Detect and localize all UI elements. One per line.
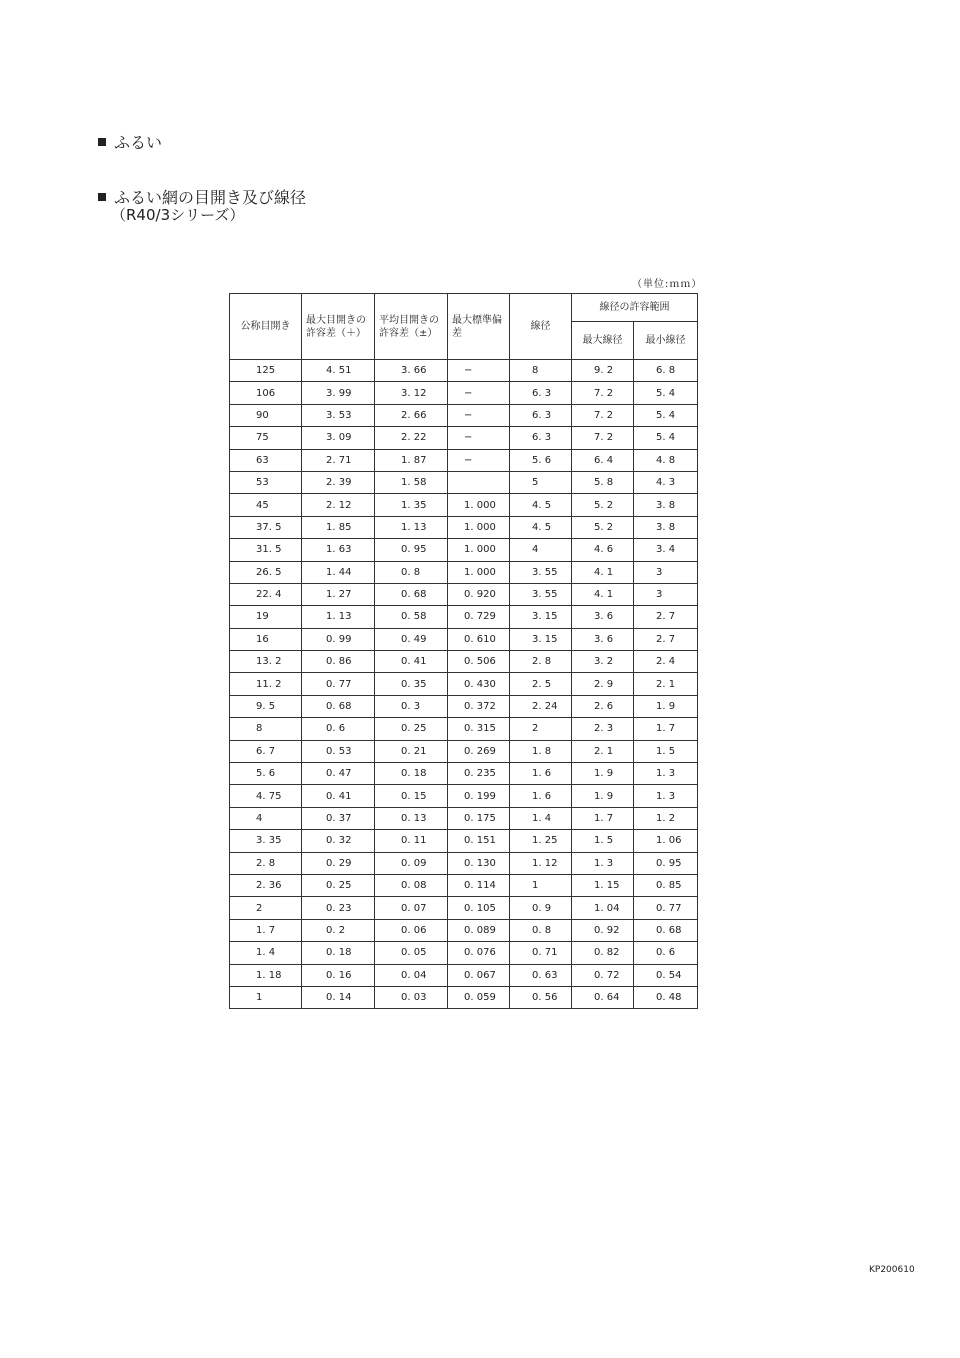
header-max-std-deviation: 最大標準偏差 [448, 294, 510, 360]
table-cell: 5. 4 [634, 404, 698, 426]
table-cell: 1. 9 [572, 763, 634, 785]
table-cell: 0. 92 [572, 919, 634, 941]
table-cell: 8 [230, 718, 302, 740]
table-cell: 0. 076 [448, 942, 510, 964]
table-cell: − [448, 449, 510, 471]
table-cell: 0. 23 [302, 897, 375, 919]
square-bullet-icon [98, 193, 106, 201]
table-cell: 19 [230, 606, 302, 628]
table-row [230, 449, 698, 471]
table-cell: 1. 000 [448, 561, 510, 583]
table-cell: 2. 36 [230, 874, 302, 896]
table-cell: 3. 99 [302, 382, 375, 404]
table-cell: 6. 8 [634, 360, 698, 382]
table-cell: 1. 8 [510, 740, 572, 762]
table-cell: 0. 2 [302, 919, 375, 941]
table-cell: 7. 2 [572, 382, 634, 404]
table-cell: 0. 54 [634, 964, 698, 986]
table-row [230, 539, 698, 561]
table-cell: 125 [230, 360, 302, 382]
table-row [230, 695, 698, 717]
table-cell: 0. 95 [375, 539, 448, 561]
table-cell: 0. 18 [375, 763, 448, 785]
table-cell: 106 [230, 382, 302, 404]
table-cell: 2. 7 [634, 628, 698, 650]
table-cell: 2. 1 [634, 673, 698, 695]
table-cell: 0. 53 [302, 740, 375, 762]
table-cell: 1. 06 [634, 830, 698, 852]
table-cell: 0. 059 [448, 986, 510, 1008]
table-cell: 0. 9 [510, 897, 572, 919]
table-cell: 2. 4 [634, 651, 698, 673]
table-row [230, 986, 698, 1008]
table-cell: 1. 5 [572, 830, 634, 852]
table-cell: 16 [230, 628, 302, 650]
table-cell: 4. 1 [572, 583, 634, 605]
table-cell: 1. 7 [572, 807, 634, 829]
table-cell: 0. 25 [302, 874, 375, 896]
table-cell: 4. 5 [510, 494, 572, 516]
table-body [230, 360, 698, 1009]
table-cell: 1. 6 [510, 763, 572, 785]
table-cell: 4. 3 [634, 471, 698, 493]
table-cell: 0. 71 [510, 942, 572, 964]
table-cell: 1. 35 [375, 494, 448, 516]
table-cell: 3. 8 [634, 516, 698, 538]
table-cell: 0. 72 [572, 964, 634, 986]
table-cell: 0. 86 [302, 651, 375, 673]
table-cell: 6. 3 [510, 382, 572, 404]
table-cell: 3. 8 [634, 494, 698, 516]
table-cell: 0. 21 [375, 740, 448, 762]
table-cell: 1. 87 [375, 449, 448, 471]
table-cell: 2. 7 [634, 606, 698, 628]
table-cell: 0. 6 [302, 718, 375, 740]
table-cell: 0. 05 [375, 942, 448, 964]
table-cell: 2. 8 [510, 651, 572, 673]
table-cell: 3 [634, 583, 698, 605]
table-cell: 1. 44 [302, 561, 375, 583]
table-cell: 1. 27 [302, 583, 375, 605]
table-cell: 2. 6 [572, 695, 634, 717]
table-cell: 4. 8 [634, 449, 698, 471]
table-cell: 1. 5 [634, 740, 698, 762]
table-cell: 0. 56 [510, 986, 572, 1008]
table-cell: 0. 47 [302, 763, 375, 785]
table-cell: 0. 235 [448, 763, 510, 785]
table-cell: 6. 7 [230, 740, 302, 762]
table-cell: 0. 35 [375, 673, 448, 695]
table-cell: 1. 15 [572, 874, 634, 896]
table-cell: 1. 2 [634, 807, 698, 829]
table-cell: 0. 18 [302, 942, 375, 964]
table-cell: 4. 6 [572, 539, 634, 561]
table-cell: 3. 6 [572, 628, 634, 650]
table-cell: 0. 95 [634, 852, 698, 874]
table-cell: 5. 2 [572, 516, 634, 538]
table-cell: 0. 430 [448, 673, 510, 695]
table-cell: 2. 66 [375, 404, 448, 426]
table-cell: 9. 5 [230, 695, 302, 717]
table-row [230, 763, 698, 785]
table-cell: 13. 2 [230, 651, 302, 673]
table-cell: 0. 067 [448, 964, 510, 986]
table-cell: 0. 77 [302, 673, 375, 695]
table-cell: 0. 64 [572, 986, 634, 1008]
table-cell: 0. 49 [375, 628, 448, 650]
table-row [230, 606, 698, 628]
table-cell: 0. 41 [302, 785, 375, 807]
table-row [230, 673, 698, 695]
table-cell: 0. 506 [448, 651, 510, 673]
table-cell: 90 [230, 404, 302, 426]
table-cell: 0. 315 [448, 718, 510, 740]
table-row [230, 382, 698, 404]
table-cell: 3. 53 [302, 404, 375, 426]
square-bullet-icon [98, 138, 106, 146]
table-cell: 2. 3 [572, 718, 634, 740]
table-cell: 2. 9 [572, 673, 634, 695]
table-cell: 1. 3 [634, 763, 698, 785]
table-cell: 0. 15 [375, 785, 448, 807]
table-row [230, 360, 698, 382]
table-cell: 31. 5 [230, 539, 302, 561]
table-cell: 1. 7 [634, 718, 698, 740]
table-cell: − [448, 404, 510, 426]
table-cell: 2. 22 [375, 427, 448, 449]
table-cell: 3. 66 [375, 360, 448, 382]
table-cell: 1. 4 [230, 942, 302, 964]
table-cell: 1. 4 [510, 807, 572, 829]
table-cell: 0. 3 [375, 695, 448, 717]
table-cell: 1. 000 [448, 516, 510, 538]
table-row [230, 718, 698, 740]
table-cell: 4 [230, 807, 302, 829]
table-cell: 0. 920 [448, 583, 510, 605]
table-cell [448, 471, 510, 493]
table-row [230, 919, 698, 941]
table-cell: 0. 130 [448, 852, 510, 874]
table-cell: 3. 15 [510, 606, 572, 628]
table-cell: 0. 114 [448, 874, 510, 896]
table-cell: 5. 2 [572, 494, 634, 516]
table-cell: 5. 4 [634, 427, 698, 449]
table-cell: 5. 8 [572, 471, 634, 493]
table-cell: 0. 089 [448, 919, 510, 941]
table-cell: − [448, 360, 510, 382]
table-cell: 3. 6 [572, 606, 634, 628]
table-cell: 0. 13 [375, 807, 448, 829]
table-cell: 4. 51 [302, 360, 375, 382]
table-cell: 1. 25 [510, 830, 572, 852]
header-nominal-opening: 公称目開き [230, 294, 302, 360]
table-cell: 7. 2 [572, 427, 634, 449]
table-cell: 22. 4 [230, 583, 302, 605]
table-cell: 0. 77 [634, 897, 698, 919]
table-cell: 1. 9 [572, 785, 634, 807]
table-row [230, 494, 698, 516]
table-cell: 3. 55 [510, 583, 572, 605]
table-cell: 0. 11 [375, 830, 448, 852]
table-cell: 0. 09 [375, 852, 448, 874]
table-cell: 2. 1 [572, 740, 634, 762]
table-row [230, 785, 698, 807]
header-max-wire: 最大線径 [572, 322, 634, 360]
table-cell: 0. 82 [572, 942, 634, 964]
table-row [230, 897, 698, 919]
table-cell: 1 [510, 874, 572, 896]
table-cell: 4 [510, 539, 572, 561]
table-cell: 2. 12 [302, 494, 375, 516]
table-cell: 0. 269 [448, 740, 510, 762]
table-cell: 4. 1 [572, 561, 634, 583]
table-cell: 1. 63 [302, 539, 375, 561]
table-row [230, 427, 698, 449]
table-cell: 5 [510, 471, 572, 493]
header-wire-tolerance-range: 線径の許容範囲 [572, 294, 698, 322]
table-row [230, 740, 698, 762]
table-cell: 0. 8 [510, 919, 572, 941]
table-cell: 0. 68 [375, 583, 448, 605]
table-cell: 11. 2 [230, 673, 302, 695]
table-cell: 3. 4 [634, 539, 698, 561]
table-cell: 1. 58 [375, 471, 448, 493]
table-cell: 0. 729 [448, 606, 510, 628]
table-cell: 0. 16 [302, 964, 375, 986]
table-cell: 0. 41 [375, 651, 448, 673]
table-cell: 1. 9 [634, 695, 698, 717]
table-cell: 0. 48 [634, 986, 698, 1008]
table-cell: 1. 3 [634, 785, 698, 807]
table-cell: 0. 63 [510, 964, 572, 986]
table-cell: 0. 58 [375, 606, 448, 628]
table-cell: 75 [230, 427, 302, 449]
table-row [230, 874, 698, 896]
table-cell: 1. 18 [230, 964, 302, 986]
section-heading-sieve [98, 130, 162, 153]
table-cell: 0. 68 [634, 919, 698, 941]
unit-label: （単位:ｍｍ） [632, 279, 703, 290]
table-cell: 1. 7 [230, 919, 302, 941]
table-cell: 3. 2 [572, 651, 634, 673]
table-cell: 6. 4 [572, 449, 634, 471]
table-cell: 6. 3 [510, 427, 572, 449]
table-cell: 3 [634, 561, 698, 583]
table-cell: 5. 6 [230, 763, 302, 785]
table-cell: 0. 85 [634, 874, 698, 896]
table-cell: 1. 04 [572, 897, 634, 919]
table-cell: 2 [510, 718, 572, 740]
table-cell: 1. 85 [302, 516, 375, 538]
table-row [230, 830, 698, 852]
header-min-wire: 最小線径 [634, 322, 698, 360]
table-cell: 0. 29 [302, 852, 375, 874]
table-cell: 4. 5 [510, 516, 572, 538]
table-cell: 1. 6 [510, 785, 572, 807]
table-cell: 0. 105 [448, 897, 510, 919]
heading-text: ふるい [114, 133, 163, 152]
table-row [230, 516, 698, 538]
table-row [230, 807, 698, 829]
table-row [230, 852, 698, 874]
table-cell: 0. 610 [448, 628, 510, 650]
table-cell: 2 [230, 897, 302, 919]
table-cell: 1. 13 [302, 606, 375, 628]
table-cell: 0. 175 [448, 807, 510, 829]
table-cell: 0. 14 [302, 986, 375, 1008]
table-cell: 9. 2 [572, 360, 634, 382]
table-cell: 2. 8 [230, 852, 302, 874]
table-cell: 0. 08 [375, 874, 448, 896]
table-row [230, 404, 698, 426]
table-cell: 2. 24 [510, 695, 572, 717]
table-cell: 53 [230, 471, 302, 493]
heading-text: ふるい網の目開き及び線径 [114, 188, 307, 207]
table-cell: 0. 372 [448, 695, 510, 717]
table-cell: 0. 151 [448, 830, 510, 852]
table-cell: 0. 199 [448, 785, 510, 807]
table-row [230, 942, 698, 964]
table-cell: 0. 8 [375, 561, 448, 583]
table-row [230, 651, 698, 673]
table-cell: 26. 5 [230, 561, 302, 583]
product-code: KP200610 [869, 1265, 915, 1275]
table-cell: 0. 06 [375, 919, 448, 941]
table-cell: 1. 000 [448, 494, 510, 516]
table-row [230, 471, 698, 493]
table-cell: 0. 6 [634, 942, 698, 964]
table-cell: 7. 2 [572, 404, 634, 426]
table-row [230, 561, 698, 583]
table-row [230, 964, 698, 986]
table-cell: 3. 15 [510, 628, 572, 650]
table-row [230, 628, 698, 650]
table-cell: 1. 3 [572, 852, 634, 874]
table-cell: 1 [230, 986, 302, 1008]
table-cell: 6. 3 [510, 404, 572, 426]
table-cell: 2. 5 [510, 673, 572, 695]
sieve-spec-table [229, 293, 698, 1009]
table-cell: 2. 39 [302, 471, 375, 493]
table-cell: 0. 68 [302, 695, 375, 717]
table-cell: − [448, 427, 510, 449]
table-cell: 3. 35 [230, 830, 302, 852]
table-cell: 5. 6 [510, 449, 572, 471]
table-cell: 3. 09 [302, 427, 375, 449]
table-cell: 8 [510, 360, 572, 382]
table-cell: 63 [230, 449, 302, 471]
table-cell: 0. 37 [302, 807, 375, 829]
table-cell: 4. 75 [230, 785, 302, 807]
table-cell: 1. 12 [510, 852, 572, 874]
table-cell: 45 [230, 494, 302, 516]
table-cell: 1. 000 [448, 539, 510, 561]
table-cell: 3. 12 [375, 382, 448, 404]
table-cell: 0. 04 [375, 964, 448, 986]
table-cell: − [448, 382, 510, 404]
table-cell: 0. 03 [375, 986, 448, 1008]
table-cell: 2. 71 [302, 449, 375, 471]
header-wire-diameter: 線径 [510, 294, 572, 360]
table-row [230, 583, 698, 605]
header-max-opening-tolerance: 最大目開きの許容差（＋） [302, 294, 375, 360]
series-subtitle: （R40/3シリーズ） [111, 206, 245, 224]
table-cell: 0. 25 [375, 718, 448, 740]
table-cell: 3. 55 [510, 561, 572, 583]
table-cell: 0. 99 [302, 628, 375, 650]
table-cell: 0. 32 [302, 830, 375, 852]
header-avg-opening-tolerance: 平均目開きの許容差（±） [375, 294, 448, 360]
table-cell: 0. 07 [375, 897, 448, 919]
table-cell: 37. 5 [230, 516, 302, 538]
table-cell: 5. 4 [634, 382, 698, 404]
table-cell: 1. 13 [375, 516, 448, 538]
